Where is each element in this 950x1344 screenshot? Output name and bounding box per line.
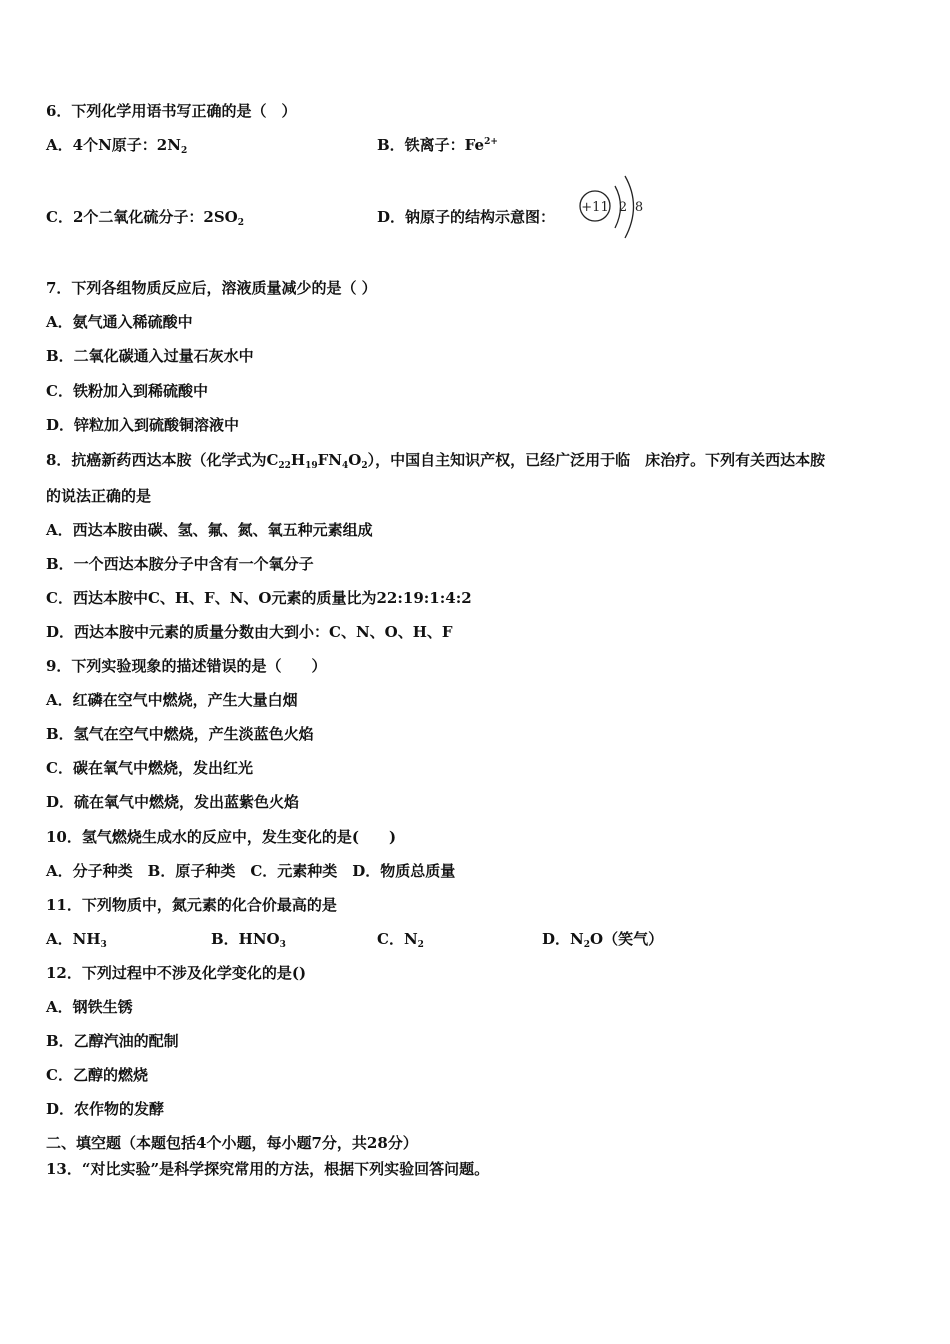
q12-option-a: A．钢铁生锈 <box>46 998 133 1016</box>
first-shell-count: 2 <box>618 200 628 215</box>
q7-option-a: A．氨气通入稀硫酸中 <box>46 313 193 331</box>
second-shell-count: 8 <box>634 200 644 215</box>
q10-options: A．分子种类 B．原子种类 C．元素种类 D．物质总质量 <box>46 862 456 880</box>
q9-option-a: A．红磷在空气中燃烧，产生大量白烟 <box>46 691 298 709</box>
q10-stem: 10．氢气燃烧生成水的反应中，发生变化的是( ) <box>46 828 397 846</box>
q12-option-b: B．乙醇汽油的配制 <box>46 1032 179 1050</box>
q11-option-d: D．$N_2O$（笑气） <box>542 930 664 950</box>
q13-stem: 13．“对比实验”是科学探究常用的方法，根据下列实验回答问题。 <box>46 1160 490 1178</box>
q9-option-c: C．碳在氧气中燃烧，发出红光 <box>46 759 253 777</box>
q12-option-d: D．农作物的发酵 <box>46 1100 165 1118</box>
q7-option-d: D．锌粒加入到硫酸铜溶液中 <box>46 416 240 434</box>
q8-option-c: C．西达本胺中C、H、F、N、O元素的质量比为22:19:1:4:2 <box>46 589 472 607</box>
q6-option-c: C．2个二氧化硫分子：$2SO_2$ <box>46 208 244 228</box>
q9-stem: 9．下列实验现象的描述错误的是（ ） <box>46 657 327 675</box>
q6-option-a: A．4个N原子：$2N_2$ <box>46 136 188 156</box>
q8-stem: 8．抗癌新药西达本胺（化学式为$C_{22}H_{19}FN_4O_2$），中国自主知识产权，已经广泛用于临 床治疗。下列有关西达本胺 <box>46 451 826 471</box>
q8-stem-line2: 的说法正确的是 <box>46 487 152 505</box>
q7-option-c: C．铁粉加入到稀硫酸中 <box>46 382 208 400</box>
q11-option-a: A．$NH_3$ <box>46 930 107 950</box>
q11-stem: 11．下列物质中，氮元素的化合价最高的是 <box>46 896 337 914</box>
q11-option-b: B．$HNO_3$ <box>211 930 286 950</box>
q8-option-a: A．西达本胺由碳、氢、氟、氮、氧五种元素组成 <box>46 521 373 539</box>
q7-option-b: B．二氧化碳通入过量石灰水中 <box>46 347 254 365</box>
q9-option-b: B．氢气在空气中燃烧，产生淡蓝色火焰 <box>46 725 314 743</box>
q6-option-b: B．铁离子：$Fe^{2+}$ <box>377 136 498 154</box>
q7-stem: 7．下列各组物质反应后，溶液质量减少的是（ ） <box>46 279 377 297</box>
q9-option-d: D．硫在氧气中燃烧，发出蓝紫色火焰 <box>46 793 300 811</box>
q6-option-d: D．钠原子的结构示意图： <box>377 208 556 226</box>
q6-stem: 6．下列化学用语书写正确的是（ ） <box>46 102 297 120</box>
sodium-atom-structure-diagram <box>578 172 648 244</box>
q12-option-c: C．乙醇的燃烧 <box>46 1066 148 1084</box>
section-heading: 二、填空题（本题包括4个小题，每小题7分，共28分） <box>46 1134 418 1152</box>
q12-stem: 12．下列过程中不涉及化学变化的是() <box>46 964 307 982</box>
q11-option-c: C．$N_2$ <box>377 930 424 950</box>
q8-option-b: B．一个西达本胺分子中含有一个氧分子 <box>46 555 314 573</box>
nucleus-charge: +11 <box>581 200 609 215</box>
q8-option-d: D．西达本胺中元素的质量分数由大到小：C、N、O、H、F <box>46 623 453 641</box>
